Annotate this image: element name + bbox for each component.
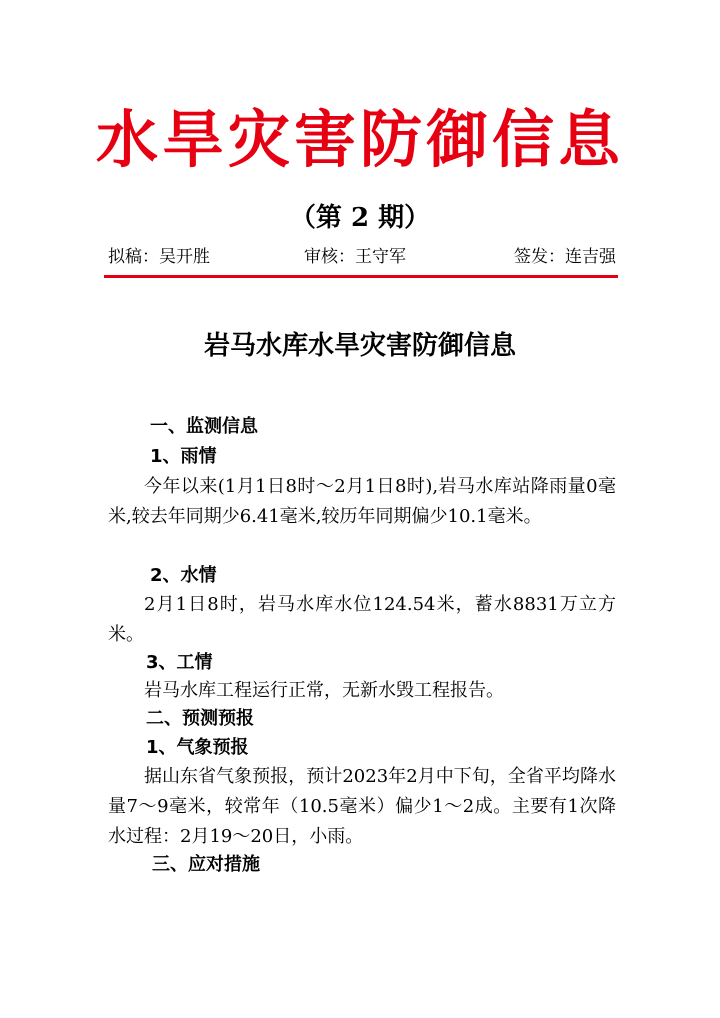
reviewer: 审核：王守军 <box>304 247 406 267</box>
issuer: 签发：连吉强 <box>514 247 616 267</box>
rain-paragraph <box>108 472 616 532</box>
masthead-title: 水旱灾害防御信息 <box>95 103 624 176</box>
document-title: 岩马水库水旱灾害防御信息 <box>203 331 516 361</box>
drafter: 拟稿：吴开胜 <box>108 247 210 267</box>
work-heading: 3、工情 <box>146 652 213 673</box>
rain-heading: 1、雨情 <box>150 446 217 467</box>
work-text: 岩马水库工程运行正常，无新水毁工程报告。 <box>144 680 504 701</box>
section-measures-heading: 三、应对措施 <box>152 854 260 875</box>
signers-line <box>108 244 616 270</box>
weather-heading: 1、气象预报 <box>146 737 249 758</box>
work-paragraph <box>108 676 616 706</box>
weather-paragraph <box>108 762 616 852</box>
weather-text: 据山东省气象预报，预计2023年2月中下旬，全省平均降水量7～9毫米，较常年（10.5毫米）偏少1～2成。主要有1次降水过程：2月19～20日，小雨。 <box>108 766 616 847</box>
red-divider <box>104 275 618 278</box>
rain-text: 今年以来(1月1日8时～2月1日8时),岩马水库站降雨量0毫米,较去年同期少6.41毫米,较历年同期偏少10.1毫米。 <box>108 476 616 527</box>
water-text: 2月1日8时，岩马水库水位124.54米，蓄水8831万立方米。 <box>108 594 616 645</box>
issue-number: （第 2 期） <box>289 203 431 233</box>
water-heading: 2、水情 <box>150 565 217 586</box>
section-monitoring-heading: 一、监测信息 <box>150 416 258 437</box>
water-paragraph <box>108 590 616 650</box>
section-forecast-heading: 二、预测预报 <box>146 708 254 729</box>
